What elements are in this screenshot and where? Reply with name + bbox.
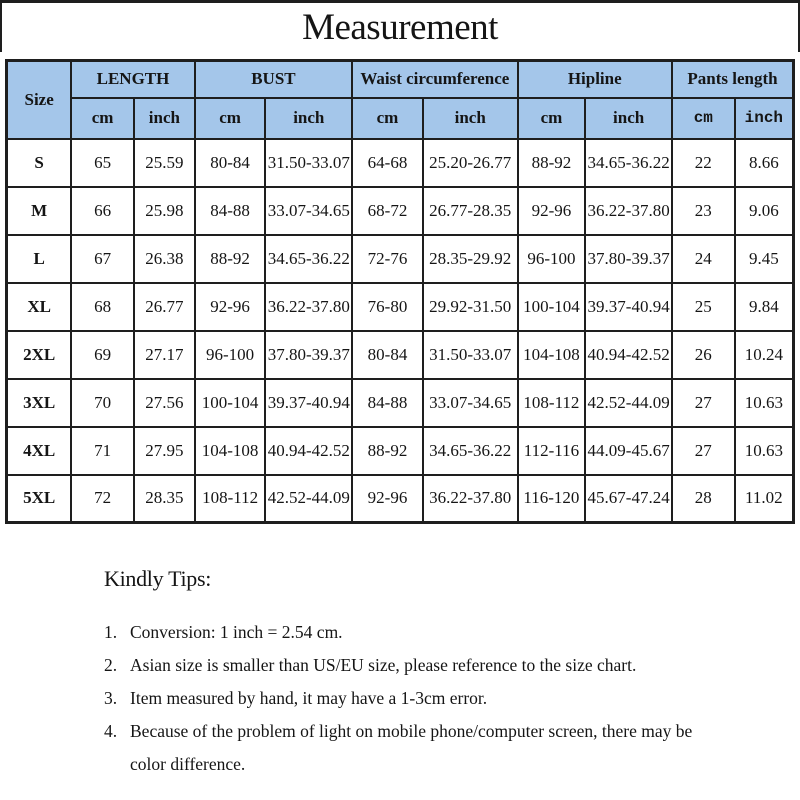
tip-item [104, 616, 708, 649]
tip-item [104, 649, 708, 682]
data-cell: 96-100 [518, 235, 586, 283]
data-cell: 40.94-42.52 [585, 331, 672, 379]
data-cell: 36.22-37.80 [265, 283, 352, 331]
table-row-2xl [7, 331, 794, 379]
subheader-waist-cm: cm [352, 98, 423, 139]
size-cell: 3XL [7, 379, 72, 427]
data-cell: 65 [71, 139, 134, 187]
data-cell: 40.94-42.52 [265, 427, 352, 475]
tip-number: 3. [104, 688, 118, 708]
data-cell: 11.02 [735, 475, 794, 523]
subheader-bust-inch: inch [265, 98, 352, 139]
data-cell: 9.84 [735, 283, 794, 331]
subheader-length-inch: inch [134, 98, 195, 139]
data-cell: 25.59 [134, 139, 195, 187]
data-cell: 88-92 [518, 139, 586, 187]
column-group-bust: BUST [195, 61, 352, 98]
tip-number: 2. [104, 655, 118, 675]
data-cell: 104-108 [518, 331, 586, 379]
data-cell: 76-80 [352, 283, 423, 331]
size-cell: 4XL [7, 427, 72, 475]
tips-heading: Kindly Tips: [104, 566, 212, 591]
data-cell: 36.22-37.80 [585, 187, 672, 235]
size-cell: M [7, 187, 72, 235]
data-cell: 64-68 [352, 139, 423, 187]
data-cell: 31.50-33.07 [423, 331, 518, 379]
data-cell: 39.37-40.94 [265, 379, 352, 427]
table-row-xl [7, 283, 794, 331]
tip-text: Asian size is smaller than US/EU size, please reference to the size chart. [130, 655, 637, 675]
data-cell: 112-116 [518, 427, 586, 475]
data-cell: 27 [672, 427, 735, 475]
data-cell: 68-72 [352, 187, 423, 235]
data-cell: 72-76 [352, 235, 423, 283]
column-group-pants-length: Pants length [672, 61, 794, 98]
data-cell: 28 [672, 475, 735, 523]
data-cell: 108-112 [195, 475, 266, 523]
header-group-row [7, 61, 794, 98]
data-cell: 10.63 [735, 427, 794, 475]
data-cell: 88-92 [195, 235, 266, 283]
data-cell: 80-84 [352, 331, 423, 379]
data-cell: 116-120 [518, 475, 586, 523]
data-cell: 26.77-28.35 [423, 187, 518, 235]
size-cell: L [7, 235, 72, 283]
table-row-m [7, 187, 794, 235]
data-cell: 24 [672, 235, 735, 283]
data-cell: 104-108 [195, 427, 266, 475]
data-cell: 27.56 [134, 379, 195, 427]
data-cell: 44.09-45.67 [585, 427, 672, 475]
size-cell: S [7, 139, 72, 187]
title-banner [0, 0, 800, 52]
subheader-bust-cm: cm [195, 98, 266, 139]
data-cell: 72 [71, 475, 134, 523]
data-cell: 42.52-44.09 [265, 475, 352, 523]
data-cell: 92-96 [518, 187, 586, 235]
data-cell: 108-112 [518, 379, 586, 427]
data-cell: 26.77 [134, 283, 195, 331]
data-cell: 33.07-34.65 [265, 187, 352, 235]
table-row-4xl [7, 427, 794, 475]
data-cell: 39.37-40.94 [585, 283, 672, 331]
tip-number: 4. [104, 721, 118, 741]
column-header-size: Size [7, 61, 72, 139]
size-cell: XL [7, 283, 72, 331]
data-cell: 25 [672, 283, 735, 331]
data-cell: 34.65-36.22 [585, 139, 672, 187]
data-cell: 68 [71, 283, 134, 331]
tip-text: Conversion: 1 inch = 2.54 cm. [130, 622, 343, 642]
data-cell: 67 [71, 235, 134, 283]
header-unit-row [7, 98, 794, 139]
table-row-l [7, 235, 794, 283]
data-cell: 92-96 [195, 283, 266, 331]
subheader-pants-inch: inch [735, 98, 794, 139]
data-cell: 42.52-44.09 [585, 379, 672, 427]
size-chart-container [5, 59, 795, 524]
column-group-waist: Waist circumference [352, 61, 517, 98]
tip-number: 1. [104, 622, 118, 642]
page-title: Measurement [302, 7, 498, 48]
data-cell: 66 [71, 187, 134, 235]
table-row-s [7, 139, 794, 187]
data-cell: 29.92-31.50 [423, 283, 518, 331]
tip-item [104, 715, 708, 781]
data-cell: 70 [71, 379, 134, 427]
data-cell: 27.95 [134, 427, 195, 475]
data-cell: 100-104 [195, 379, 266, 427]
data-cell: 9.06 [735, 187, 794, 235]
data-cell: 10.24 [735, 331, 794, 379]
data-cell: 27 [672, 379, 735, 427]
size-chart-table [5, 59, 795, 524]
data-cell: 25.98 [134, 187, 195, 235]
data-cell: 10.63 [735, 379, 794, 427]
subheader-waist-inch: inch [423, 98, 518, 139]
data-cell: 71 [71, 427, 134, 475]
data-cell: 36.22-37.80 [423, 475, 518, 523]
subheader-hipline-inch: inch [585, 98, 672, 139]
data-cell: 100-104 [518, 283, 586, 331]
data-cell: 8.66 [735, 139, 794, 187]
data-cell: 28.35 [134, 475, 195, 523]
data-cell: 96-100 [195, 331, 266, 379]
data-cell: 88-92 [352, 427, 423, 475]
data-cell: 69 [71, 331, 134, 379]
data-cell: 45.67-47.24 [585, 475, 672, 523]
data-cell: 80-84 [195, 139, 266, 187]
table-row-3xl [7, 379, 794, 427]
data-cell: 28.35-29.92 [423, 235, 518, 283]
size-cell: 5XL [7, 475, 72, 523]
tips-list [104, 616, 740, 781]
column-group-hipline: Hipline [518, 61, 672, 98]
data-cell: 23 [672, 187, 735, 235]
data-cell: 37.80-39.37 [265, 331, 352, 379]
data-cell: 9.45 [735, 235, 794, 283]
data-cell: 34.65-36.22 [423, 427, 518, 475]
tip-text: Because of the problem of light on mobile phone/computer screen, there may be color difference. [130, 721, 693, 774]
data-cell: 27.17 [134, 331, 195, 379]
kindly-tips-section [104, 566, 740, 781]
subheader-hipline-cm: cm [518, 98, 586, 139]
data-cell: 25.20-26.77 [423, 139, 518, 187]
data-cell: 26 [672, 331, 735, 379]
data-cell: 92-96 [352, 475, 423, 523]
subheader-length-cm: cm [71, 98, 134, 139]
subheader-pants-cm: cm [672, 98, 735, 139]
tip-item [104, 682, 708, 715]
data-cell: 33.07-34.65 [423, 379, 518, 427]
table-row-5xl [7, 475, 794, 523]
data-cell: 84-88 [352, 379, 423, 427]
data-cell: 34.65-36.22 [265, 235, 352, 283]
tip-text: Item measured by hand, it may have a 1-3cm error. [130, 688, 488, 708]
data-cell: 22 [672, 139, 735, 187]
size-cell: 2XL [7, 331, 72, 379]
data-cell: 31.50-33.07 [265, 139, 352, 187]
data-cell: 26.38 [134, 235, 195, 283]
data-cell: 84-88 [195, 187, 266, 235]
data-cell: 37.80-39.37 [585, 235, 672, 283]
column-group-length: LENGTH [71, 61, 194, 98]
